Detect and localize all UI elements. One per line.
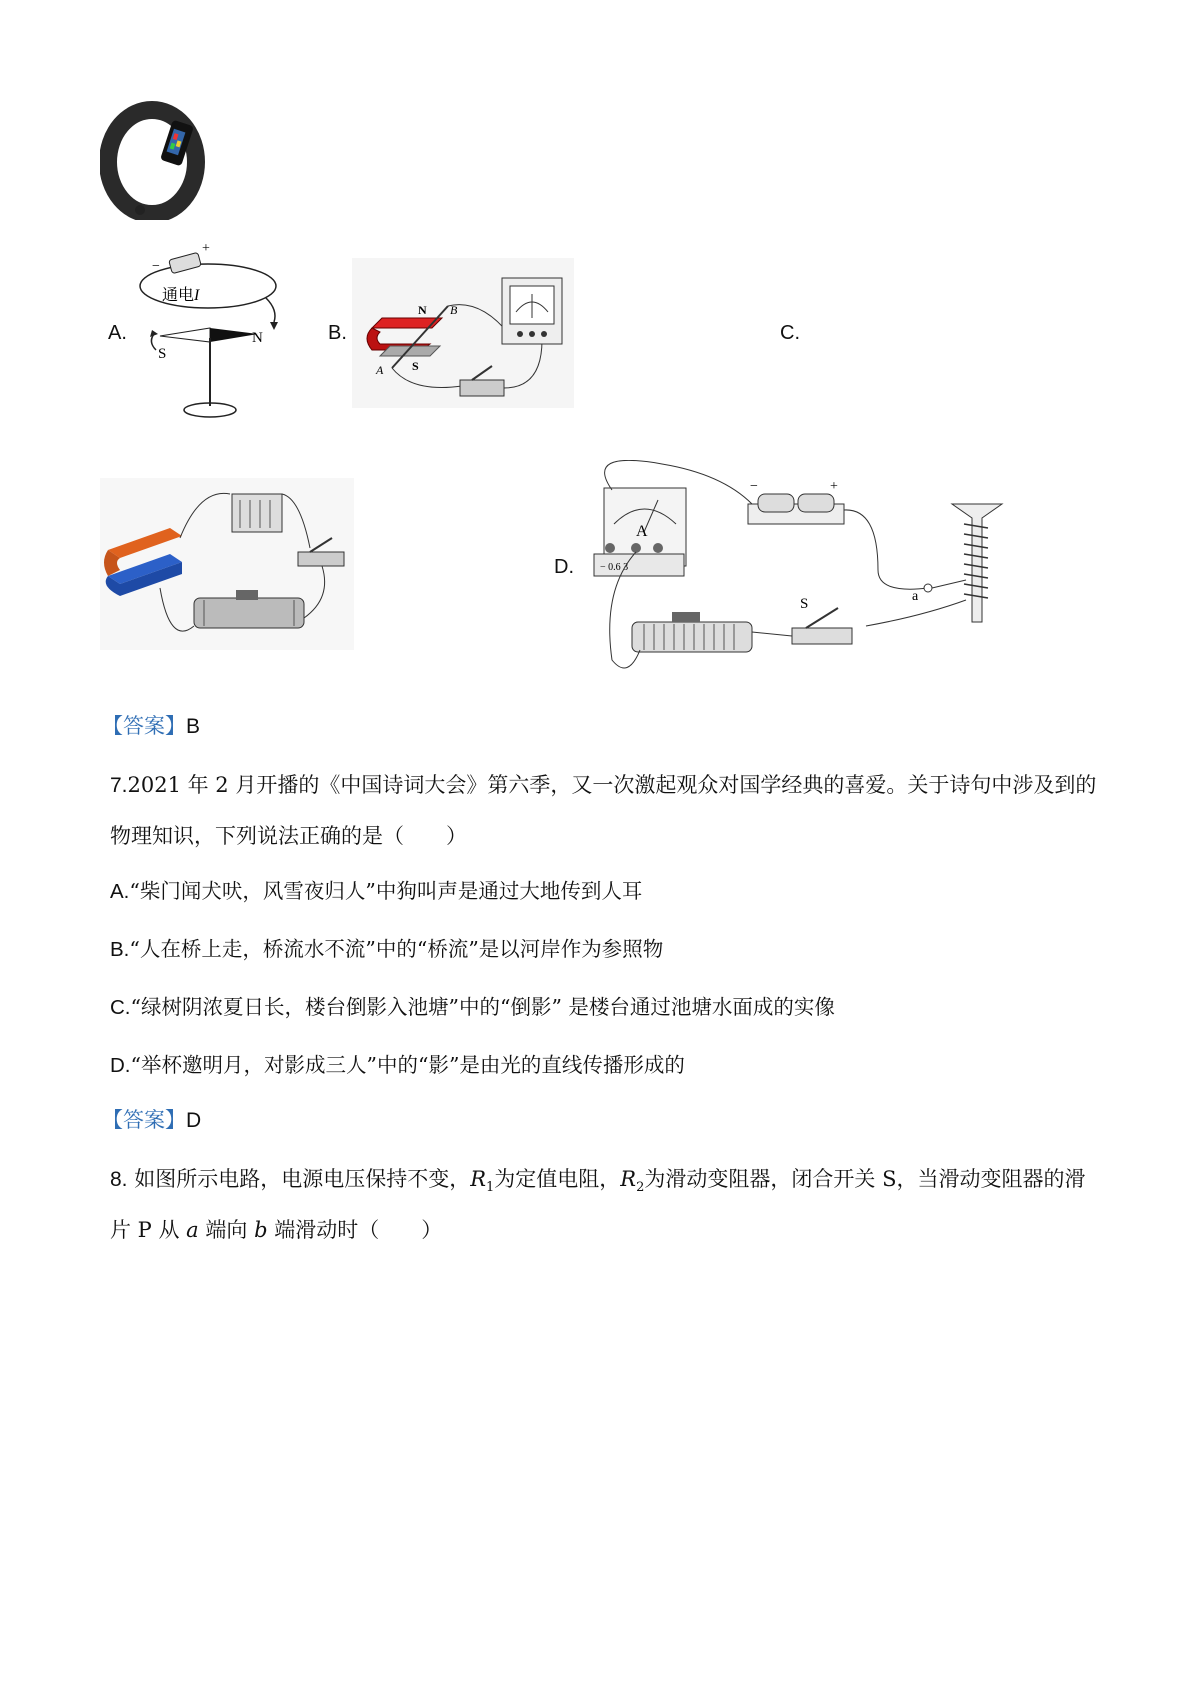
q7-option-d: D.“举杯邀明月，对影成三人”中的“影”是由光的直线传播形成的 xyxy=(110,1053,685,1077)
pole-n-label: N xyxy=(418,303,427,317)
battery-minus: − xyxy=(152,259,160,274)
battery-plus: + xyxy=(202,241,210,256)
switch-s-label: S xyxy=(800,596,809,612)
figure-d-electromagnet xyxy=(592,460,1012,682)
answer-value: D xyxy=(186,1109,202,1132)
q6-answer: 【答案】B xyxy=(102,714,201,738)
q8-line-1: 8. 如图所示电路，电源电压保持不变，$R_1$为定值电阻，$R_2$为滑动变阻器，闭合开关 S，当滑动变阻器的滑 xyxy=(110,1167,1086,1196)
q7-line-1: 7.2021 年 2 月开播的《中国诗词大会》第六季，又一次激起观众对国学经典的喜爱。关于诗句中涉及到的 xyxy=(110,773,1097,797)
pole-n: N xyxy=(252,330,263,346)
pole-s: S xyxy=(158,346,167,362)
figure-c-motor xyxy=(100,478,354,650)
current-label: 通电I xyxy=(162,287,200,304)
option-b-label: B. xyxy=(328,322,347,344)
wire-b-label: B xyxy=(450,303,458,317)
pole-s-label: S xyxy=(412,359,419,373)
q7-answer: 【答案】D xyxy=(102,1108,202,1132)
answer-tag: 答案 xyxy=(123,1108,165,1132)
figure-b-induction xyxy=(352,258,574,408)
q7-option-c: C.“绿树阴浓夏日长，楼台倒影入池塘”中的“倒影” 是楼台通过池塘水面成的实像 xyxy=(110,995,835,1019)
wire-a-label: A xyxy=(376,363,384,377)
option-c-label: C. xyxy=(780,322,800,344)
battery-plus-d: + xyxy=(830,479,838,494)
battery-minus-d: − xyxy=(750,479,758,494)
point-a-label: a xyxy=(912,589,919,604)
q8-line-2: 片 P 从 a 端向 b 端滑动时（ ） xyxy=(110,1218,443,1242)
option-d-label: D. xyxy=(554,556,574,578)
q8-number: 8. xyxy=(110,1168,128,1191)
terminal-labels: − 0.6 3 xyxy=(600,562,629,573)
q7-option-b: B.“人在桥上走，桥流水不流”中的“桥流”是以河岸作为参照物 xyxy=(110,937,664,961)
ammeter-label: A xyxy=(636,523,648,540)
answer-tag: 答案 xyxy=(123,714,165,738)
answer-value: B xyxy=(186,715,201,738)
figure-a-oersted xyxy=(128,238,288,428)
option-a-label: A. xyxy=(108,322,127,344)
q7-option-a: A.“柴门闻犬吠，风雪夜归人”中狗叫声是通过大地传到人耳 xyxy=(110,879,643,903)
wristband-image xyxy=(100,100,210,220)
q7-number: 7. xyxy=(110,774,128,797)
q7-line-2: 物理知识，下列说法正确的是（ ） xyxy=(110,824,467,848)
